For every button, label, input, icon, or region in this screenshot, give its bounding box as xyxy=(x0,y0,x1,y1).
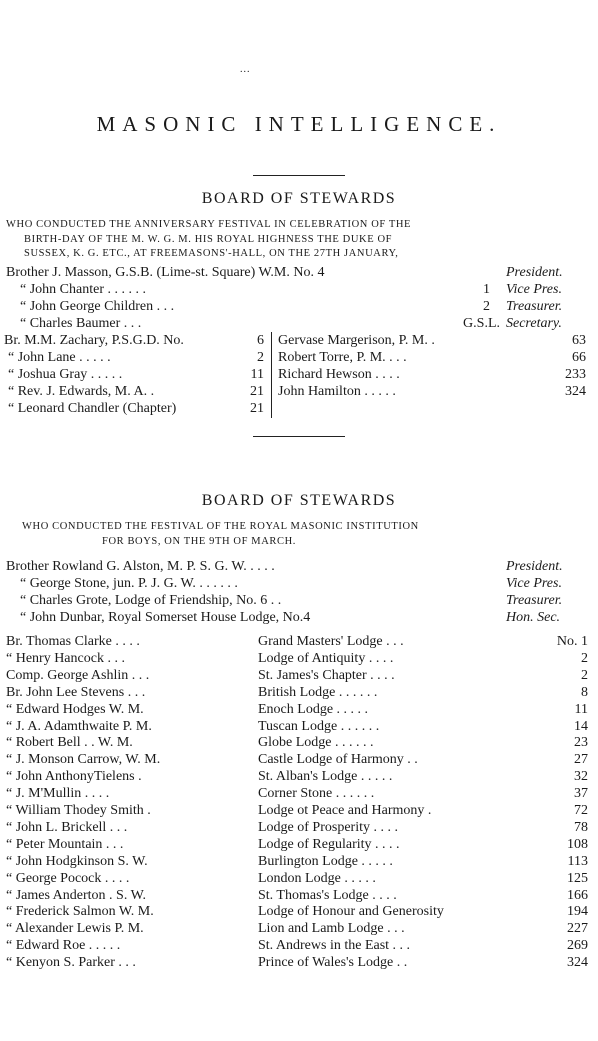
steward-row xyxy=(6,684,592,701)
officer-role: Vice Pres. xyxy=(506,282,562,297)
steward-row xyxy=(4,366,264,383)
lodge-number: 2 xyxy=(581,650,588,666)
lodge-number: 72 xyxy=(574,803,588,818)
divider-rule xyxy=(253,175,345,176)
steward-row xyxy=(6,667,592,684)
steward-row xyxy=(6,853,592,870)
steward-name: “ John Lane . . . . . xyxy=(8,350,111,365)
steward-row xyxy=(6,734,592,751)
steward-name: “ J. M'Mullin . . . . xyxy=(6,786,110,802)
officer-row xyxy=(6,281,592,298)
lodge-name: Corner Stone . . . . . . xyxy=(258,786,375,802)
lodge-number: 108 xyxy=(567,836,588,852)
lodge-number: 21 xyxy=(250,384,264,399)
steward-row xyxy=(6,785,592,802)
lodge-number: 324 xyxy=(565,384,586,399)
steward-name: “ J. Monson Carrow, W. M. xyxy=(6,752,161,768)
steward-row xyxy=(278,332,592,349)
steward-name: “ John Hodgkinson S. W. xyxy=(6,853,148,869)
lodge-number: 66 xyxy=(572,350,586,365)
steward-name: “ Rev. J. Edwards, M. A. . xyxy=(8,384,155,399)
lodge-name: Lodge of Antiquity . . . . xyxy=(258,650,394,666)
intro-line: WHO CONDUCTED THE FESTIVAL OF THE ROYAL MASONIC INSTITUTION xyxy=(22,521,419,532)
officer-role: President. xyxy=(506,559,563,574)
lodge-number: 6 xyxy=(257,333,264,348)
section1-intro xyxy=(6,218,596,262)
steward-name: “ Frederick Salmon W. M. xyxy=(6,904,154,920)
lodge-name: Lodge of Regularity . . . . xyxy=(258,836,400,852)
lodge-name: Lion and Lamb Lodge . . . xyxy=(258,921,405,937)
lodge-name: Castle Lodge of Harmony . . xyxy=(258,752,418,768)
steward-row xyxy=(278,366,592,383)
lodge-number: 166 xyxy=(567,887,588,903)
steward-name: “ William Thodey Smith . xyxy=(6,803,151,818)
lodge-number: 14 xyxy=(574,718,588,734)
officer-name: “ John Chanter . . . . . . xyxy=(20,282,146,297)
steward-name: “ Alexander Lewis P. M. xyxy=(6,921,144,937)
steward-name: “ Kenyon S. Parker . . . xyxy=(6,955,136,971)
lodge-name: British Lodge . . . . . . xyxy=(258,684,378,700)
officer-number: 1 xyxy=(483,282,490,297)
steward-name: “ John L. Brickell . . . xyxy=(6,819,128,835)
lodge-name: Grand Masters' Lodge . . . xyxy=(258,634,404,649)
officer-row xyxy=(6,315,592,332)
intro-line: WHO CONDUCTED THE ANNIVERSARY FESTIVAL IN CELEBRATION OF THE xyxy=(6,219,412,230)
intro-line: FOR BOYS, ON THE 9TH OF MARCH. xyxy=(102,535,296,547)
section2-intro xyxy=(22,520,592,549)
steward-name: Br. John Lee Stevens . . . xyxy=(6,684,146,700)
section2-heading: BOARD OF STEWARDS xyxy=(201,492,397,509)
lodge-number: 63 xyxy=(572,333,586,348)
officer-name: “ John George Children . . . xyxy=(20,299,175,314)
steward-row xyxy=(6,751,592,768)
steward-row xyxy=(278,383,592,400)
steward-name: “ John AnthonyTielens . xyxy=(6,769,142,785)
steward-name: Br. Thomas Clarke . . . . xyxy=(6,634,140,649)
steward-row xyxy=(6,650,592,667)
steward-name: “ George Pocock . . . . xyxy=(6,870,130,886)
lodge-number: 227 xyxy=(567,921,588,937)
officer-name: Brother J. Masson, G.S.B. (Lime-st. Square) W.M. No. 4 xyxy=(6,265,325,280)
steward-row xyxy=(4,383,264,400)
officer-row xyxy=(6,609,592,626)
lodge-name: St. James's Chapter . . . . xyxy=(258,667,395,683)
steward-row xyxy=(4,332,264,349)
lodge-number: No. 1 xyxy=(556,634,588,649)
steward-row xyxy=(6,819,592,836)
steward-name: “ Henry Hancock . . . xyxy=(6,650,125,666)
steward-row xyxy=(6,954,592,971)
officer-number: 2 xyxy=(483,299,490,314)
officer-role: Hon. Sec. xyxy=(506,610,561,625)
lodge-number: 2 xyxy=(257,350,264,365)
lodge-name: Burlington Lodge . . . . . xyxy=(258,853,393,869)
lodge-number: 8 xyxy=(581,684,588,700)
lodge-number: 324 xyxy=(567,955,588,971)
lodge-name: Lodge ot Peace and Harmony . xyxy=(258,803,432,818)
steward-name: John Hamilton . . . . . xyxy=(278,384,396,399)
officer-role: Treasurer. xyxy=(506,299,563,314)
lodge-number: 125 xyxy=(567,870,588,886)
intro-line: BIRTH-DAY OF THE M. W. G. M. HIS ROYAL HIGHNESS THE DUKE OF xyxy=(24,233,393,245)
officer-role: Vice Pres. xyxy=(506,576,562,591)
steward-name: “ Robert Bell . . W. M. xyxy=(6,735,133,751)
lodge-name: Lodge of Prosperity . . . . xyxy=(258,819,398,835)
lodge-number: 21 xyxy=(250,401,264,416)
lodge-name: Tuscan Lodge . . . . . . xyxy=(258,718,380,734)
steward-name: Br. M.M. Zachary, P.S.G.D. No. xyxy=(4,333,184,348)
officer-row xyxy=(6,558,592,575)
steward-row xyxy=(278,349,592,366)
lodge-name: St. Alban's Lodge . . . . . xyxy=(258,769,393,785)
steward-name: Comp. George Ashlin . . . xyxy=(6,667,150,683)
officer-name: “ John Dunbar, Royal Somerset House Lodge, No.4 xyxy=(20,610,311,625)
lodge-name: Enoch Lodge . . . . . xyxy=(258,701,369,717)
lodge-number: 2 xyxy=(581,667,588,683)
officer-row xyxy=(6,575,592,592)
officer-role: Treasurer. xyxy=(506,593,563,608)
lodge-number: 233 xyxy=(565,367,586,382)
officer-name: “ Charles Baumer . . . xyxy=(20,316,142,331)
steward-name: “ Edward Roe . . . . . xyxy=(6,938,121,954)
lodge-number: 37 xyxy=(574,786,588,802)
lodge-name: Prince of Wales's Lodge . . xyxy=(258,955,408,971)
lodge-number: 11 xyxy=(250,367,264,382)
lodge-number: 32 xyxy=(574,769,588,785)
steward-row xyxy=(6,937,592,954)
officer-name: “ Charles Grote, Lodge of Friendship, No. 6 . . xyxy=(20,593,282,608)
steward-row xyxy=(6,903,592,920)
steward-name: “ James Anderton . S. W. xyxy=(6,887,146,903)
lodge-number: 78 xyxy=(574,819,588,835)
lodge-name: Globe Lodge . . . . . . xyxy=(258,735,374,751)
steward-name: Richard Hewson . . . . xyxy=(278,367,400,382)
lodge-number: 27 xyxy=(574,752,588,768)
intro-line: SUSSEX, K. G. ETC., AT FREEMASONS'-HALL, ON THE 27TH JANUARY, xyxy=(24,248,399,259)
officer-row xyxy=(6,592,592,609)
lodge-number: 269 xyxy=(567,938,588,954)
officer-role: President. xyxy=(506,265,563,280)
lodge-number: 194 xyxy=(567,904,588,920)
steward-row xyxy=(6,920,592,937)
column-divider xyxy=(271,332,272,418)
divider-rule xyxy=(253,436,345,437)
lodge-number: 113 xyxy=(567,853,588,869)
officer-name: Brother Rowland G. Alston, M. P. S. G. W. . . . . xyxy=(6,559,275,574)
section1-heading: BOARD OF STEWARDS xyxy=(201,190,397,207)
steward-row xyxy=(6,768,592,785)
officer-name: “ George Stone, jun. P. J. G. W. . . . . . . xyxy=(20,576,238,591)
steward-row xyxy=(4,400,264,417)
lodge-name: Lodge of Honour and Generosity xyxy=(258,904,444,920)
lodge-name: St. Andrews in the East . . . xyxy=(258,938,411,954)
steward-row xyxy=(6,870,592,887)
steward-name: “ J. A. Adamthwaite P. M. xyxy=(6,718,152,734)
steward-row xyxy=(6,887,592,904)
steward-row xyxy=(6,718,592,735)
steward-row xyxy=(6,633,592,650)
steward-name: “ Leonard Chandler (Chapter) xyxy=(8,401,177,416)
officer-row xyxy=(6,264,592,281)
steward-name: Gervase Margerison, P. M. . xyxy=(278,333,435,348)
officer-row xyxy=(6,298,592,315)
steward-name: Robert Torre, P. M. . . . xyxy=(278,350,407,365)
lodge-name: St. Thomas's Lodge . . . . xyxy=(258,887,397,903)
steward-name: “ Edward Hodges W. M. xyxy=(6,701,144,717)
steward-name: “ Peter Mountain . . . xyxy=(6,836,124,852)
officer-number: G.S.L. xyxy=(463,316,500,331)
steward-row xyxy=(6,836,592,853)
lodge-number: 11 xyxy=(574,701,588,717)
page-title: MASONIC INTELLIGENCE. xyxy=(96,112,502,136)
lodge-number: 23 xyxy=(574,735,588,751)
steward-row xyxy=(6,802,592,819)
officer-role: Secretary. xyxy=(506,316,562,331)
steward-row xyxy=(6,701,592,718)
top-mark: ... xyxy=(240,64,251,75)
steward-row xyxy=(4,349,264,366)
lodge-name: London Lodge . . . . . xyxy=(258,870,376,886)
steward-name: “ Joshua Gray . . . . . xyxy=(8,367,123,382)
